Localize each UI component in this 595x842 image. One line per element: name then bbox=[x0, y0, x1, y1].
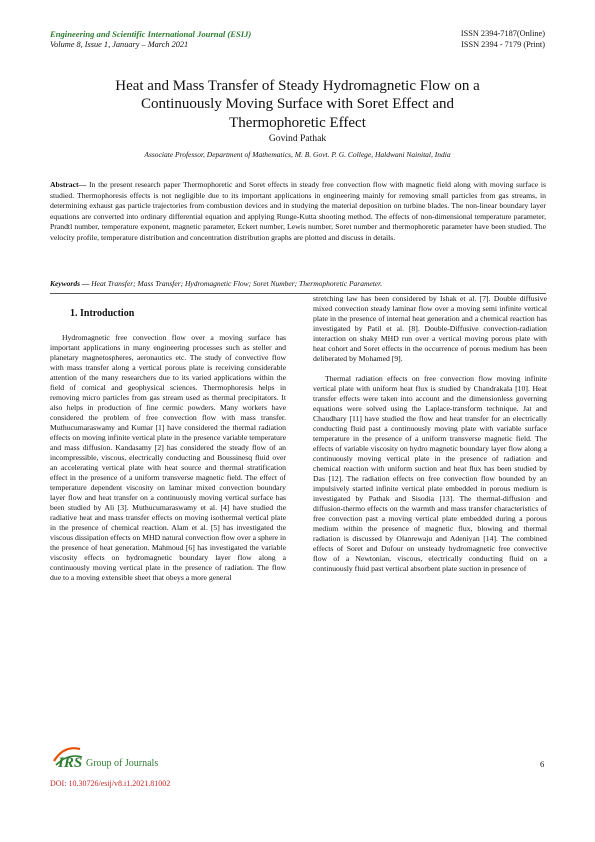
left-column bbox=[50, 333, 286, 583]
logo-letters: IRS bbox=[58, 755, 83, 771]
author-affiliation: Associate Professor, Department of Mathematics, M. B. Govt. P. G. College, Haldwani Nainital, India bbox=[144, 150, 451, 159]
journal-name: Engineering and Scientific International Journal (ESIJ) bbox=[50, 29, 252, 39]
paper-title bbox=[50, 77, 545, 132]
title-line: Heat and Mass Transfer of Steady Hydromagnetic Flow on a bbox=[115, 78, 480, 94]
title-line: Thermophoretic Effect bbox=[229, 114, 366, 131]
issn-print: ISSN 2394 - 7179 (Print) bbox=[461, 40, 545, 49]
logo-icon bbox=[50, 741, 170, 773]
author-name: Govind Pathak bbox=[268, 133, 327, 144]
keywords-text: Heat Transfer; Mass Transfer; Hydromagnetic Flow; Soret Number; Thermophoretic Parameter. bbox=[91, 279, 383, 288]
abstract-text: In the present research paper Thermophoretic and Soret effects in steady free convection flow with magnetic field along with moving surface is studied. Thermophoresis effects is not negligible due to its important applications in engineering mainly for removing small particles from gas streams, in determining exhaust gas particle trajectories from combustion devices and in studying the material deposition on turbine blades. The non-linear boundary layer equations are converted into ordinary differential equation and applying Runge-Kutta shooting method. The effects of non-dimensional temperature parameter, Prandtl number, temperature exponent, magnetic parameter, Eckert number, Lewis number, Soret number and thermophoretic parameter have been studied. The velocity profile, temperature distribution and concentration distribution graphs are plotted and discuss in details. bbox=[50, 180, 546, 242]
volume-info: Volume 8, Issue 1, January – March 2021 bbox=[50, 40, 189, 49]
right-column bbox=[313, 294, 547, 574]
issn-online: ISSN 2394-7187(Online) bbox=[460, 29, 545, 38]
keywords-label: Keywords — bbox=[50, 279, 92, 288]
paragraph: stretching law has been considered by Ishak et al. [7]. Double diffusive mixed convection steady laminar flow over a moving semi infinite vertical plate in the presence of internal heat generation and a chemical reaction has investigated by Patil et al. [8]. Double-Diffusive convection-radiation interaction on shaky MHD run over a vertical moving porous plate with heat cohort and Soret effects in the occurrence of porous medium has been deliberated by Mohamed [9]. bbox=[313, 294, 547, 364]
title-line: Continuously Moving Surface with Soret Effect and bbox=[140, 96, 454, 113]
paragraph: Hydromagnetic free convection flow over a moving surface has important applications in many engineering processes such as steller and planetary magnetospheres, aeronautics etc. The study of convective flow with mass transfer along a vertical porous plate is receiving considerable attention of the many researchers due to its varied applications within the field of comical and geophysical sciences. Thermophoresis helps in removing micro particles from gas stream used as thermal precipitators. It also helps in production of fine cermic powders. Many workers have considered the problem of free convection flow with mass transfer. Muthucumaraswamy and Kumar [1] have considered the thermal radiation effects on moving infinite vertical plate in the presence variable temperature and mass diffusion. Kandasamy [2] has considered the steady flow of an incompressible, viscous, electrically conducting and Boussinesq fluid over an accelerating vertical plate with heat source and thermal stratification effect in the presence of a uniform transverse magnetic field. The effect of temperature dependent viscosity on laminar mixed convection boundary layer flow and heat transfer on a continuously moving vertical surface has been studied by Ali [3]. Muthucumaraswamy et al. [4] have studied the radiative heat and mass transfer effects on moving isothermal vertical plate in the presence of chemical reaction. Alam et al. [5] has investigated the viscous dissipation effects on MHD natural convection flow over a sphere in the presence of heat generation. Mahmoud [6] has investigated the variable viscosity effects on hydromagnetic boundary layer flow along a continuously moving vertical plate in the presence of radiation. The flow due to a moving extensible sheet that obeys a more general bbox=[50, 333, 286, 583]
publisher-logo bbox=[50, 741, 170, 773]
section-heading: 1. Introduction bbox=[70, 308, 135, 319]
doi-link[interactable]: DOI: 10.30726/esij/v8.i1.2021.81002 bbox=[50, 779, 171, 788]
page-number: 6 bbox=[540, 759, 545, 769]
paragraph: Thermal radiation effects on free convection flow moving infinite vertical plate with uniform heat flux is studied by Chandrakala [10]. Heat transfer effects were taken into account and the dimensionless governing equations were solved using the Laplace-transform technique. Jat and Chaudhary [11] have studied the flow and heat transfer for an electrically conducting fluid past a continuously moving plate with variable surface temperature in the presence of a uniform transverse magnetic field. The effects of variable viscosity on hydro magnetic boundary layer flow along a continuously moving vertical plate in the presence of radiation and chemical reaction with uniform suction and heat flux has been studied by Das [12]. The radiation effects on free convection flow bounded by an impulsively started infinite vertical plate embedded in porous medium is investigated by Pathak and Sisodia [13]. The thermal-diffusion and diffusion-thermo effects on the warmth and mass transfer characteristics of free convection past a moving vertical plate embedded during a porous medium within the presence of magnetic flux, blowing and thermal radiation is discussed by Olanrewaju and Adeniyan [14]. The combined effects of Soret and Dufour on unsteady hydromagnetic free convective flow of a Newtonian, viscous, electrically conducting fluid on a continuously fluid past vertical absorbent plate suction in presence of bbox=[313, 374, 547, 574]
keywords bbox=[50, 279, 546, 288]
abstract bbox=[50, 180, 546, 244]
abstract-label: Abstract— bbox=[50, 180, 87, 189]
logo-text: Group of Journals bbox=[86, 758, 159, 769]
